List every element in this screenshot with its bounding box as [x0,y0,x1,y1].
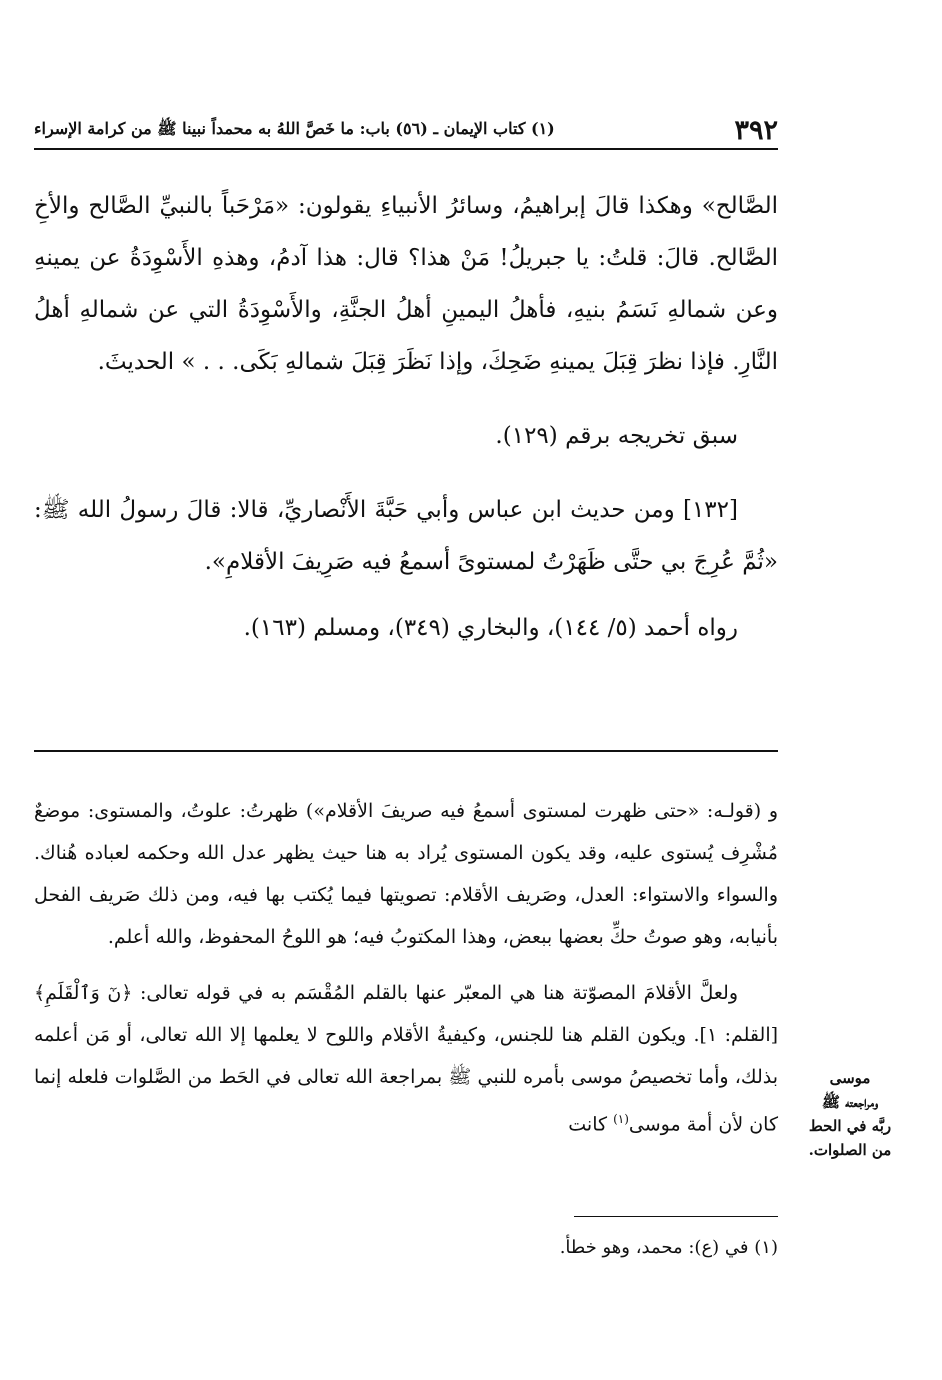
footnote-1: (١) في (ع): محمد، وهو خطأ. [559,1237,778,1258]
commentary-divider [34,750,778,752]
commentary-paragraph-2-end: كانت [568,1113,608,1136]
commentary-paragraph-2 [34,972,778,1145]
main-text [34,180,778,654]
commentary-paragraph-1: و (قولـه: «حتى ظهرت لمستوى أسمعُ فيه صريفَ الأقلام») ظهرتُ: علوتُ، والمستوى: موضعٌ مُشْرِف يُستوى عليه، وقد يكون المستوى يُراد به هنا حيث يظهر عدل الله وحكمه لعباده هُناك. والسواء والاستواء: العدل، وصَريف الأقلام: تصويتها فيما يُكتب بها فيه، ومن ذلك صَريف الفحل بأنيابه، وهو صوتُ حكِّ بعضها ببعض، وهذا المكتوبُ فيه؛ هو اللوحُ المحفوظ، والله أعلم. [34,800,779,948]
commentary-paragraph-2-text: ولعلَّ الأقلامَ المصوّتة هنا هي المعبّر عنها بالقلم المُقْسَم به في قوله تعالى: ﴿نٓ وَٱلْقَلَمِ﴾ [القلم: ١]. ويكون القلم هنا للجنس، وكيفيةُ الأقلام واللوح لا يعلمها إلا الله تعالى، أو مَن أعلمه بذلك، وأما تخصيصُ موسى بأمره للنبي ﷺ بمراجعة الله تعالى في الحَط من الصَّلوات فلعله إنما كان لأن أمة موسى [34,982,779,1136]
footnote-divider [574,1216,778,1217]
running-title: (١) كتاب الإيمان ـ (٥٦) باب: ما خَصَّ اللهُ به محمداً نبينا ﷺ من كرامة الإسراء [34,119,555,138]
hadith-continuation: الصَّالح» وهكذا قالَ إبراهيمُ، وسائرُ الأنبياءِ يقولون: «مَرْحَباً بالنبيِّ الصَّالح والأخِ الصَّالح. قالَ: قلتُ: يا جبريلُ! مَنْ هذا؟ قال: هذا آدمُ، وهذهِ الأَسْوِدَةُ عن يمينهِ وعن شمالهِ نَسَمُ بنيهِ، فأهلُ اليمينِ أهلُ الجنَّةِ، والأَسْوِدَةُ التي عن شمالهِ أهلُ النَّارِ. فإذا نظرَ قِبَلَ يمينهِ ضَحِكَ، وإذا نَظَرَ قِبَلَ شمالهِ بَكَى. . . » الحديثَ. [34,193,779,375]
footnote-reference[interactable]: (١) [613,1112,629,1126]
takhrij-132: رواه أحمد (٥/ ١٤٤)، والبخاري (٣٤٩)، ومسلم (١٦٣). [243,615,738,641]
page-header [34,112,778,150]
page-number: ٣٩٢ [734,115,778,146]
margin-note-line-4: من الصلوات. [808,1141,892,1159]
commentary [34,790,778,1145]
takhrij-129: سبق تخريجه برقم (١٢٩). [495,423,738,449]
hadith-132: [١٣٢] ومن حديث ابن عباس وأبي حَبَّةَ الأَنْصاريِّ، قالا: قالَ رسولُ الله ﷺ: «ثُمَّ عُرِجَ بي حتَّى ظَهَرْتُ لمستوىً أسمعُ فيه صَرِيفَ الأقلامِ». [34,497,778,575]
margin-note-line-1: موسى [829,1069,871,1087]
margin-note [786,1066,914,1162]
margin-note-line-3: ربَّه في الحط [808,1117,892,1135]
margin-note-line-2: ومراجعته ﷺ [821,1093,879,1111]
